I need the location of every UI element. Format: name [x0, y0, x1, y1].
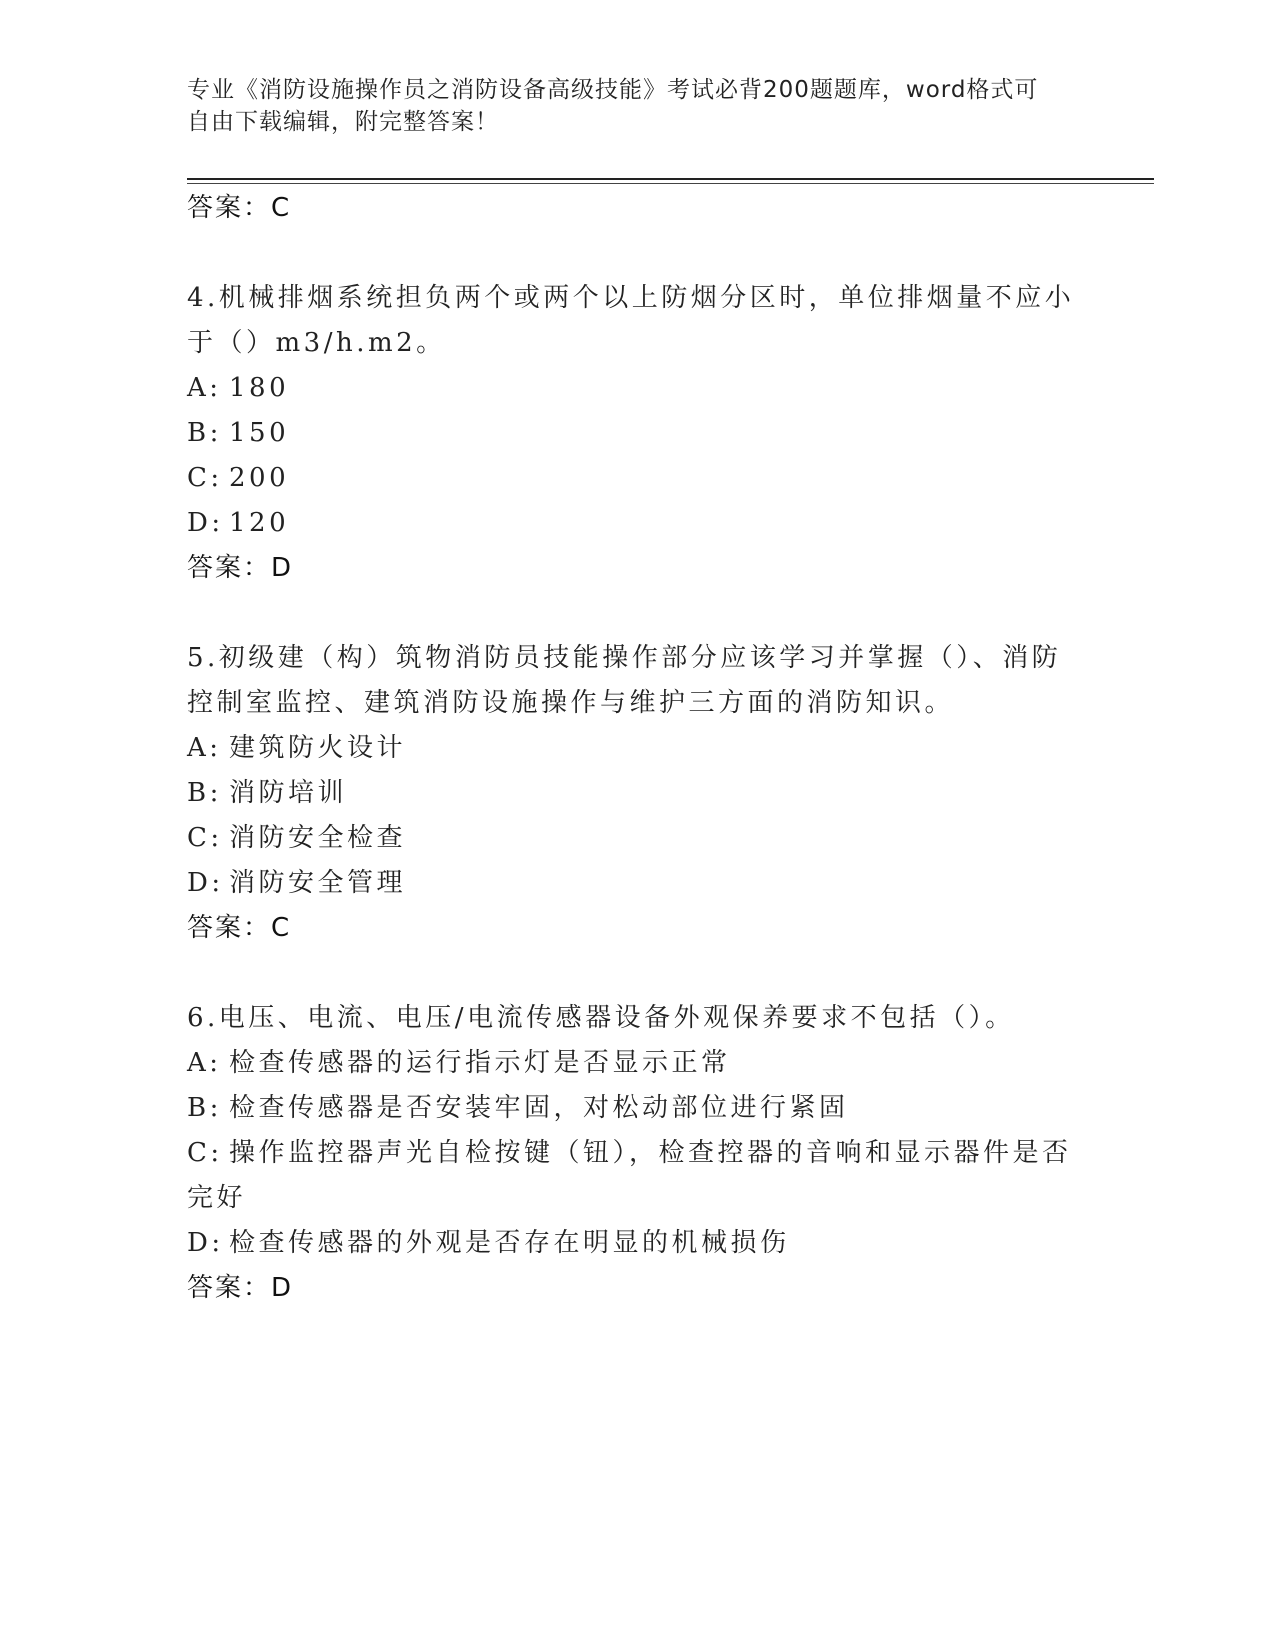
spacer: [187, 591, 1087, 636]
option-d: [187, 1221, 1087, 1266]
option-text: 消防安全检查: [229, 823, 407, 853]
option-a: [187, 1041, 1087, 1086]
option-text: 操作监控器声光自检按键（钮），检查控器的音响和显示器件是否完好: [187, 1138, 1072, 1213]
option-text: 建筑防火设计: [229, 733, 407, 763]
option-b: [187, 771, 1087, 816]
option-text: 消防安全管理: [229, 868, 407, 898]
question-text: 6.电压、电流、电压/电流传感器设备外观保养要求不包括（）。: [187, 1003, 1015, 1033]
option-letter: C:: [187, 1138, 223, 1168]
question-list: [187, 186, 1087, 1311]
option-text: 120: [229, 508, 290, 538]
option-b: [187, 1086, 1087, 1131]
document-header: [187, 74, 1067, 138]
option-text: 检查传感器的外观是否存在明显的机械损伤: [229, 1228, 790, 1258]
option-letter: D:: [187, 508, 224, 538]
option-text: 150: [229, 418, 290, 448]
option-letter: C:: [187, 823, 223, 853]
option-letter: B:: [187, 778, 222, 808]
header-divider: [187, 178, 1154, 180]
option-text: 180: [229, 373, 290, 403]
question-text: 5.初级建（构）筑物消防员技能操作部分应该学习并掌握（）、消防控制室监控、建筑消防设施操作与维护三方面的消防知识。: [187, 643, 1062, 718]
option-c: [187, 1131, 1087, 1221]
option-letter: D:: [187, 1228, 224, 1258]
option-letter: B:: [187, 418, 222, 448]
answer-line: 答案：C: [187, 193, 292, 223]
answer-line: 答案：C: [187, 913, 292, 943]
option-c: [187, 816, 1087, 861]
option-letter: D:: [187, 868, 224, 898]
option-a: [187, 726, 1087, 771]
option-text: 检查传感器是否安装牢固，对松动部位进行紧固: [229, 1093, 849, 1123]
header-divider-thin: [187, 183, 1154, 184]
spacer: [187, 231, 1087, 276]
option-letter: B:: [187, 1093, 222, 1123]
spacer: [187, 951, 1087, 996]
option-letter: A:: [187, 733, 222, 763]
option-letter: C:: [187, 463, 223, 493]
option-letter: A:: [187, 373, 222, 403]
option-text: 200: [229, 463, 290, 493]
option-d: [187, 861, 1087, 906]
option-a: [187, 366, 1087, 411]
header-line-1: 专业《消防设施操作员之消防设备高级技能》考试必背200题题库，word格式可: [187, 77, 1039, 103]
answer-line: 答案：D: [187, 1273, 294, 1303]
question-text: 4.机械排烟系统担负两个或两个以上防烟分区时，单位排烟量不应小于（）m3/h.m2。: [187, 283, 1075, 358]
option-text: 消防培训: [229, 778, 348, 808]
option-b: [187, 411, 1087, 456]
option-letter: A:: [187, 1048, 222, 1078]
answer-line: 答案：D: [187, 553, 294, 583]
option-c: [187, 456, 1087, 501]
header-line-2: 自由下载编辑，附完整答案！: [187, 109, 499, 135]
option-text: 检查传感器的运行指示灯是否显示正常: [229, 1048, 731, 1078]
option-d: [187, 501, 1087, 546]
